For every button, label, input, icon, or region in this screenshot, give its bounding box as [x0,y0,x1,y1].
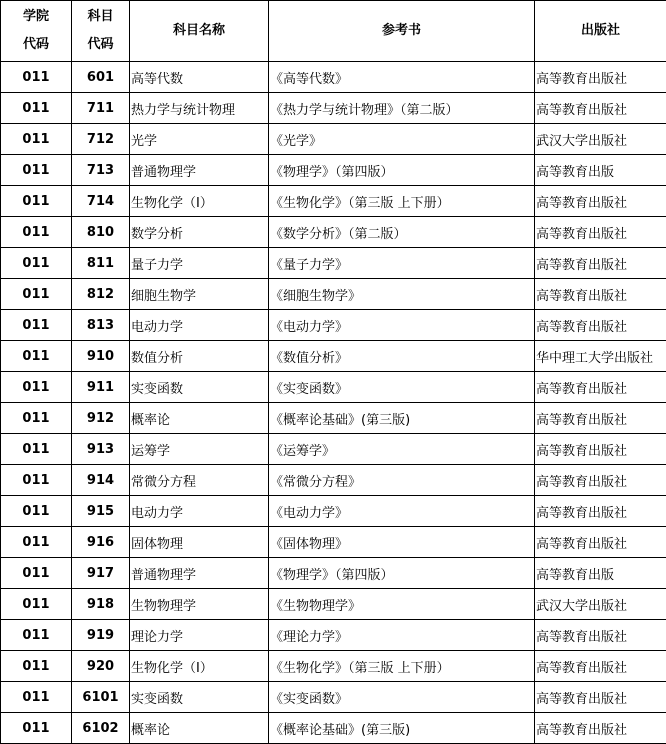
cell-subject-name: 常微分方程 [130,465,269,496]
cell-publisher: 高等教育出版社 [535,310,666,341]
table-row [1,403,666,434]
cell-subject-name: 实变函数 [130,682,269,713]
cell-college-code: 011 [1,124,72,155]
header-subject-code-line1: 科目 [87,9,114,24]
cell-reference-book: 《运筹学》 [269,434,535,465]
cell-reference-book: 《物理学》（第四版） [269,155,535,186]
cell-subject-name: 电动力学 [130,310,269,341]
table-row [1,713,666,744]
cell-subject-code: 914 [72,465,130,496]
cell-subject-code: 810 [72,217,130,248]
table-row [1,310,666,341]
table-row [1,341,666,372]
cell-subject-code: 913 [72,434,130,465]
header-reference-book: 参考书 [269,1,535,62]
cell-publisher: 华中理工大学出版社 [535,341,666,372]
cell-college-code: 011 [1,310,72,341]
cell-reference-book: 《概率论基础》(第三版) [269,713,535,744]
cell-publisher: 高等教育出版社 [535,248,666,279]
cell-subject-code: 919 [72,620,130,651]
table-row [1,372,666,403]
cell-subject-name: 生物物理学 [130,589,269,620]
cell-subject-code: 916 [72,527,130,558]
cell-college-code: 011 [1,713,72,744]
cell-subject-name: 电动力学 [130,496,269,527]
cell-publisher: 高等教育出版社 [535,186,666,217]
cell-subject-name: 数值分析 [130,341,269,372]
cell-publisher: 高等教育出版社 [535,217,666,248]
cell-subject-code: 920 [72,651,130,682]
cell-publisher: 武汉大学出版社 [535,124,666,155]
cell-subject-code: 812 [72,279,130,310]
table-row [1,93,666,124]
cell-publisher: 高等教育出版社 [535,93,666,124]
cell-publisher: 高等教育出版社 [535,434,666,465]
cell-publisher: 高等教育出版社 [535,403,666,434]
cell-subject-name: 概率论 [130,403,269,434]
cell-reference-book: 《固体物理》 [269,527,535,558]
cell-college-code: 011 [1,682,72,713]
header-college-code [1,1,72,62]
table-row [1,217,666,248]
table-row [1,248,666,279]
cell-reference-book: 《实变函数》 [269,372,535,403]
cell-publisher: 高等教育出版社 [535,682,666,713]
cell-reference-book: 《理论力学》 [269,620,535,651]
table-row [1,496,666,527]
cell-publisher: 高等教育出版 [535,558,666,589]
cell-publisher: 高等教育出版 [535,155,666,186]
cell-subject-name: 高等代数 [130,62,269,93]
cell-publisher: 高等教育出版社 [535,620,666,651]
cell-publisher: 高等教育出版社 [535,496,666,527]
cell-reference-book: 《电动力学》 [269,310,535,341]
cell-reference-book: 《生物化学》（第三版 上下册） [269,651,535,682]
cell-reference-book: 《概率论基础》(第三版) [269,403,535,434]
cell-subject-code: 714 [72,186,130,217]
cell-reference-book: 《生物物理学》 [269,589,535,620]
table-row [1,186,666,217]
table-row [1,558,666,589]
cell-subject-code: 915 [72,496,130,527]
cell-college-code: 011 [1,372,72,403]
table-row [1,62,666,93]
table-row [1,465,666,496]
table-row [1,527,666,558]
cell-subject-name: 普通物理学 [130,558,269,589]
cell-college-code: 011 [1,62,72,93]
cell-publisher: 高等教育出版社 [535,372,666,403]
table-row [1,589,666,620]
table-row [1,651,666,682]
cell-subject-code: 912 [72,403,130,434]
cell-subject-name: 固体物理 [130,527,269,558]
header-college-code-line1: 学院 [22,9,49,24]
cell-reference-book: 《数值分析》 [269,341,535,372]
cell-subject-code: 917 [72,558,130,589]
table-row [1,682,666,713]
cell-college-code: 011 [1,279,72,310]
cell-subject-name: 细胞生物学 [130,279,269,310]
header-subject-name: 科目名称 [130,1,269,62]
cell-subject-code: 712 [72,124,130,155]
cell-subject-name: 数学分析 [130,217,269,248]
cell-college-code: 011 [1,465,72,496]
cell-reference-book: 《高等代数》 [269,62,535,93]
table-row [1,434,666,465]
cell-college-code: 011 [1,589,72,620]
cell-college-code: 011 [1,248,72,279]
cell-subject-name: 运筹学 [130,434,269,465]
cell-college-code: 011 [1,217,72,248]
cell-reference-book: 《生物化学》（第三版 上下册） [269,186,535,217]
cell-subject-code: 6102 [72,713,130,744]
cell-subject-name: 生物化学（I） [130,186,269,217]
cell-college-code: 011 [1,496,72,527]
table-row [1,155,666,186]
cell-publisher: 高等教育出版社 [535,279,666,310]
cell-subject-code: 813 [72,310,130,341]
cell-subject-code: 601 [72,62,130,93]
cell-reference-book: 《光学》 [269,124,535,155]
cell-subject-code: 713 [72,155,130,186]
cell-subject-code: 811 [72,248,130,279]
header-row [1,1,666,62]
table-row [1,620,666,651]
cell-subject-name: 光学 [130,124,269,155]
cell-publisher: 高等教育出版社 [535,465,666,496]
header-college-code-line2: 代码 [22,37,49,52]
cell-reference-book: 《数学分析》（第二版） [269,217,535,248]
cell-reference-book: 《物理学》（第四版） [269,558,535,589]
cell-college-code: 011 [1,434,72,465]
cell-college-code: 011 [1,651,72,682]
header-publisher: 出版社 [535,1,666,62]
cell-college-code: 011 [1,341,72,372]
cell-reference-book: 《量子力学》 [269,248,535,279]
cell-subject-name: 生物化学（I） [130,651,269,682]
cell-college-code: 011 [1,403,72,434]
cell-subject-name: 理论力学 [130,620,269,651]
cell-college-code: 011 [1,93,72,124]
cell-reference-book: 《常微分方程》 [269,465,535,496]
table-body [1,62,666,744]
table-row [1,279,666,310]
cell-publisher: 高等教育出版社 [535,527,666,558]
cell-publisher: 武汉大学出版社 [535,589,666,620]
cell-college-code: 011 [1,186,72,217]
header-subject-code-line2: 代码 [87,37,114,52]
cell-subject-name: 概率论 [130,713,269,744]
cell-reference-book: 《电动力学》 [269,496,535,527]
cell-subject-name: 热力学与统计物理 [130,93,269,124]
cell-college-code: 011 [1,620,72,651]
cell-subject-name: 量子力学 [130,248,269,279]
cell-subject-code: 911 [72,372,130,403]
cell-reference-book: 《实变函数》 [269,682,535,713]
cell-publisher: 高等教育出版社 [535,62,666,93]
cell-subject-code: 6101 [72,682,130,713]
cell-reference-book: 《热力学与统计物理》（第二版） [269,93,535,124]
cell-college-code: 011 [1,155,72,186]
cell-subject-name: 普通物理学 [130,155,269,186]
cell-subject-name: 实变函数 [130,372,269,403]
cell-subject-code: 711 [72,93,130,124]
cell-reference-book: 《细胞生物学》 [269,279,535,310]
cell-college-code: 011 [1,558,72,589]
cell-publisher: 高等教育出版社 [535,713,666,744]
cell-subject-code: 918 [72,589,130,620]
cell-college-code: 011 [1,527,72,558]
cell-subject-code: 910 [72,341,130,372]
cell-publisher: 高等教育出版社 [535,651,666,682]
header-subject-code [72,1,130,62]
table-row [1,124,666,155]
